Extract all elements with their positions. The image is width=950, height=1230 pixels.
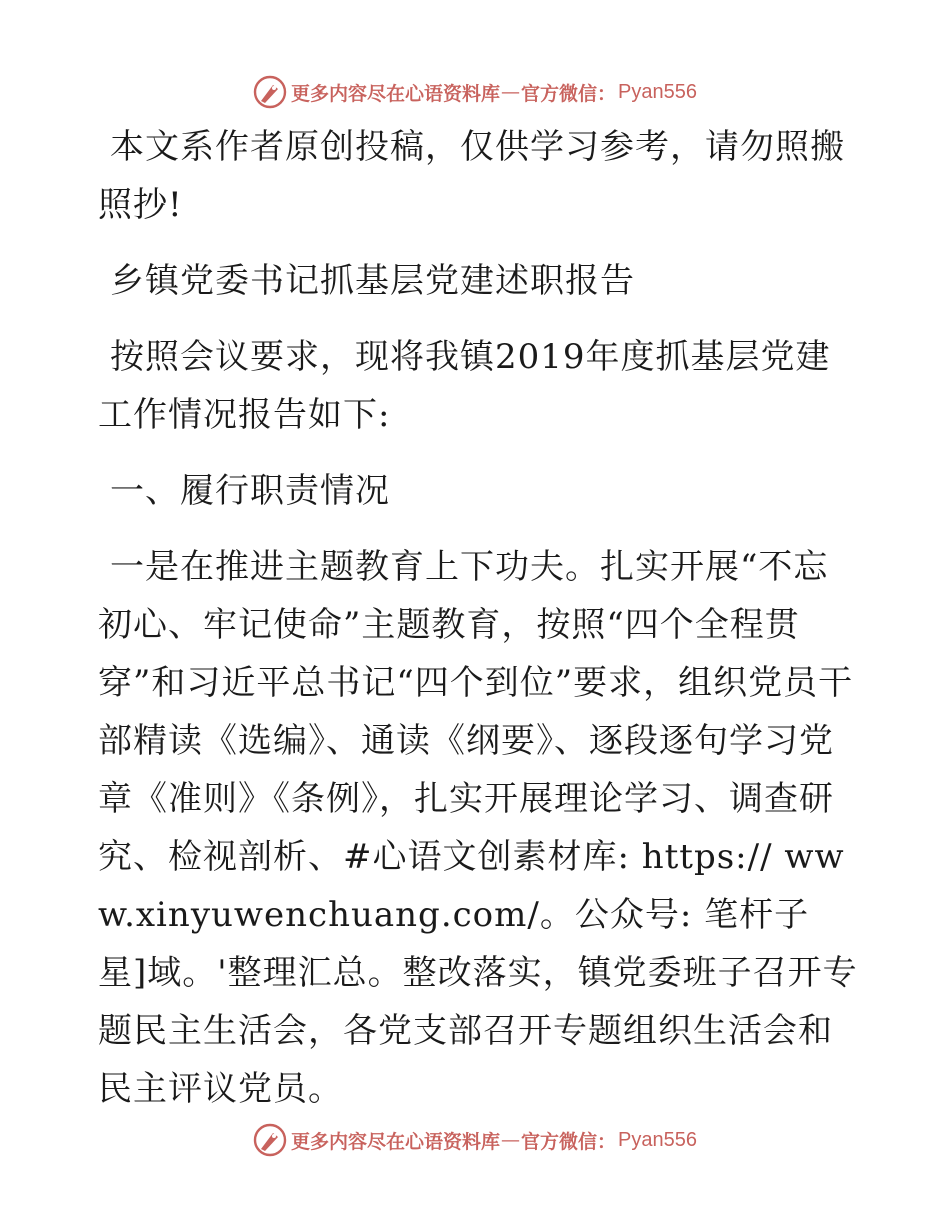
banner-text: 更多内容尽在心语资料库 (291, 82, 501, 105)
disclaimer-paragraph: 本文系作者原创投稿，仅供学习参考，请勿照搬照抄! (98, 127, 845, 225)
banner-dash: — (501, 1129, 521, 1151)
banner-wechat-label: 官方微信： (521, 1130, 617, 1153)
document-title: 乡镇党委书记抓基层党建述职报告 (110, 261, 635, 301)
document-body (98, 118, 858, 1136)
banner-wechat-id: Pyan556 (618, 1128, 697, 1151)
banner-text: 更多内容尽在心语资料库 (291, 1130, 501, 1153)
section-heading: 一、履行职责情况 (110, 471, 390, 511)
pen-nib-logo-icon (253, 75, 287, 109)
header-banner (0, 72, 950, 112)
banner-dash: — (501, 81, 521, 103)
banner-wechat-id: Pyan556 (618, 80, 697, 103)
footer-banner (0, 1120, 950, 1160)
body-paragraph: 一是在推进主题教育上下功夫。扎实开展“不忘初心、牢记使命”主题教育，按照“四个全程贯穿”和习近平总书记“四个到位”要求，组织党员干部精读《选编》、通读《纲要》、逐段逐句学习党章《准则》《条例》，扎实开展理论学习、调查研究、检视剖析、#心语文创素材库: https:// www.xinyuwenchuang.com/。公众号: 笔杆子星]域。'整理汇总。整改落实，镇党委班子召开专题民主生活会，各党支部召开专题组织生活会和民主评议党员。 (98, 547, 858, 1109)
pen-nib-logo-icon (253, 1123, 287, 1157)
intro-paragraph: 按照会议要求，现将我镇2019年度抓基层党建工作情况报告如下: (98, 337, 831, 435)
banner-wechat-label: 官方微信： (521, 82, 617, 105)
